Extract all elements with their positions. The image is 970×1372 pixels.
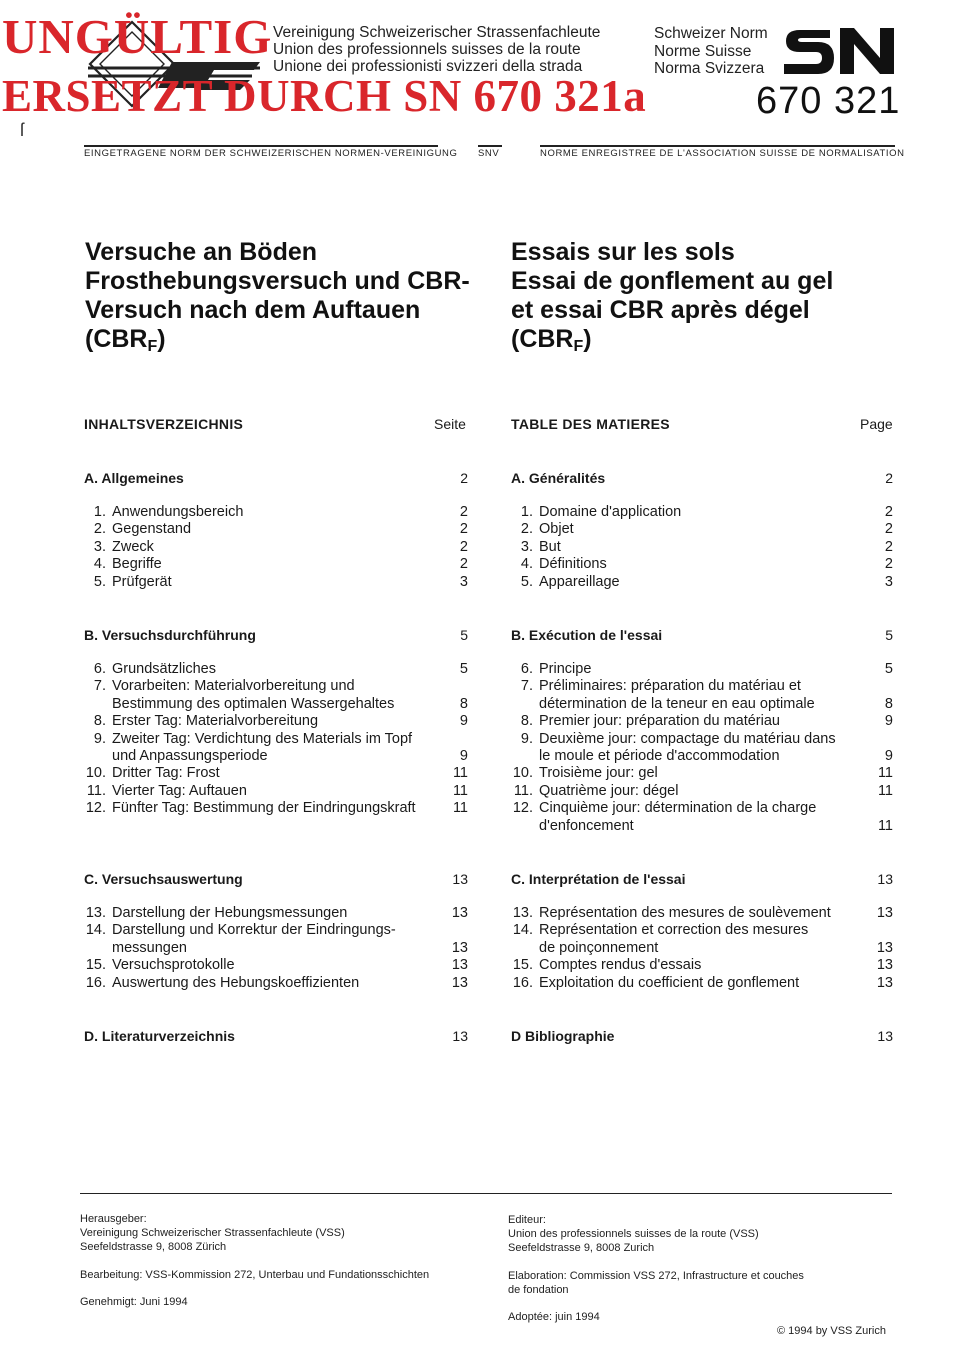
toc-item-label: messungen: [112, 939, 187, 956]
toc-item-page: 2: [459, 521, 468, 538]
toc-item-page: 8: [884, 695, 893, 712]
toc-item-page: 2: [884, 538, 893, 555]
editing-de: Bearbeitung: VSS-Kommission 272, Unterbau und Fundationsschichten: [80, 1269, 430, 1281]
publisher-name-de: Vereinigung Schweizerischer Strassenfachleute (VSS): [80, 1227, 345, 1239]
toc-item-label: But: [539, 538, 561, 555]
org-name-de: Vereinigung Schweizerischer Strassenfachleute: [273, 24, 601, 41]
toc-section-title: D. Literaturverzeichnis: [84, 1028, 235, 1044]
toc-item-number: 2.: [520, 521, 533, 538]
toc-item-label: Domaine d'application: [539, 504, 682, 520]
replaced-by-stamp: ERSETZT DURCH SN 670 321a: [2, 71, 647, 121]
toc-section-title: B. Exécution de l'essai: [511, 627, 663, 643]
norm-label-de: Schweizer Norm: [654, 25, 768, 42]
toc-item-number: 13.: [85, 905, 106, 921]
toc-item-label: Représentation des mesures de soulèvement: [539, 905, 831, 921]
toc-item-page: 11: [877, 765, 893, 782]
toc-item-label: Darstellung der Hebungsmessungen: [112, 905, 348, 921]
org-name-fr: Union des professionnels suisses de la route: [273, 41, 581, 58]
toc-item-page: 13: [876, 939, 893, 956]
toc-item-label: Troisième jour: gel: [539, 765, 658, 782]
toc-item-page: 13: [451, 939, 468, 956]
toc-item-label: Vorarbeiten: Materialvorbereitung und: [112, 678, 355, 695]
toc-item-number: 9.: [93, 730, 106, 747]
editing-fr-line: de fondation: [508, 1284, 569, 1296]
toc-item-label: Grundsätzliches: [112, 661, 216, 677]
toc-item-page: 13: [451, 957, 468, 974]
registration-abbr: SNV: [478, 148, 500, 159]
toc-item-number: 10.: [85, 765, 106, 782]
toc-item-label: Prüfgerät: [112, 573, 172, 590]
toc-item-number: 16.: [85, 974, 106, 991]
toc-item-number: 5.: [520, 573, 533, 590]
publisher-address-fr: Seefeldstrasse 9, 8008 Zurich: [508, 1242, 655, 1254]
toc-item-number: 11.: [513, 782, 533, 799]
toc-item-number: 3.: [520, 538, 533, 555]
toc-item-label: Auswertung des Hebungskoeffizienten: [112, 974, 360, 991]
toc-section-title: C. Versuchsauswertung: [84, 871, 243, 887]
publisher-address-de: Seefeldstrasse 9, 8008 Zürich: [80, 1241, 227, 1253]
divider: [540, 145, 895, 147]
toc-item-page: 2: [459, 556, 468, 573]
title-fr-line: Essais sur les sols: [511, 238, 735, 266]
toc-item-number: 6.: [93, 661, 106, 677]
toc-item-page: 11: [877, 817, 893, 834]
toc-heading-de: INHALTSVERZEICHNIS: [84, 416, 244, 432]
toc-item-label: Darstellung und Korrektur der Eindringungs-: [112, 922, 396, 939]
title-de-paren: ): [157, 325, 166, 353]
publisher-label-fr: Editeur:: [508, 1214, 546, 1226]
toc-item-page: 11: [452, 782, 468, 799]
norm-label-it: Norma Svizzera: [654, 60, 765, 77]
toc-item-label: Fünfter Tag: Bestimmung der Eindringungskraft: [112, 800, 416, 817]
toc-item-label: Exploitation du coefficient de gonflement: [539, 974, 800, 991]
toc-item-number: 16.: [512, 974, 533, 991]
registration-text-fr: NORME ENREGISTREE DE L'ASSOCIATION SUISSE DE NORMALISATION: [540, 148, 905, 159]
toc-item-number: 8.: [520, 713, 533, 730]
toc-item-page: 5: [459, 661, 468, 677]
toc-item-page: 9: [459, 713, 468, 730]
toc-item-label: Objet: [539, 521, 574, 538]
toc-section-page: 13: [877, 1028, 893, 1044]
toc-item-page: 2: [884, 504, 893, 520]
toc-item-number: 15.: [512, 957, 533, 974]
registration-text-de: EINGETRAGENE NORM DER SCHWEIZERISCHEN NORMEN-VEREINIGUNG: [84, 148, 458, 159]
toc-item-page: 13: [451, 905, 468, 921]
toc-section-page: 13: [877, 871, 893, 887]
toc-item-label: Cinquième jour: détermination de la charge: [539, 800, 817, 817]
toc-section-page: 2: [460, 470, 468, 486]
toc-item-label: Bestimmung des optimalen Wassergehaltes: [112, 695, 395, 712]
publisher-fr: [508, 1213, 759, 1255]
toc-item-label: Dritter Tag: Frost: [112, 765, 220, 782]
title-de-line: Versuche an Böden: [85, 238, 318, 266]
toc-item-page: 2: [459, 504, 468, 520]
toc-item-number: 11.: [86, 782, 106, 799]
toc-item-page: 5: [884, 661, 893, 677]
toc-section-title: A. Généralités: [511, 470, 606, 486]
toc-item-number: 7.: [93, 678, 106, 695]
toc-page-label-fr: Page: [860, 416, 893, 432]
publisher-name-fr: Union des professionnels suisses de la route (VSS): [508, 1228, 759, 1240]
toc-item-label: Gegenstand: [112, 521, 192, 538]
toc-item-page: 13: [876, 974, 893, 991]
toc-item-label: Principe: [539, 661, 592, 677]
toc-item-label: détermination de la teneur en eau optimale: [539, 695, 815, 712]
toc-item-number: 12.: [512, 800, 533, 817]
toc-item-number: 4.: [93, 556, 106, 573]
toc-section-title: D Bibliographie: [511, 1028, 615, 1044]
toc-item-label: Versuchsprotokolle: [112, 957, 235, 974]
toc-item-label: Zweck: [112, 538, 154, 555]
title-de-abbr: (CBR: [85, 325, 148, 353]
toc-item-number: 3.: [93, 538, 106, 555]
toc-item-number: 8.: [93, 713, 106, 730]
title-de: [85, 238, 485, 361]
org-name-it: Unione dei professionisti svizzeri della strada: [273, 58, 583, 75]
title-fr-subscript: F: [573, 338, 584, 355]
title-fr-line: et essai CBR après dégel: [511, 296, 810, 324]
toc-item-page: 9: [884, 748, 893, 764]
organization-names: [273, 24, 600, 75]
toc-item-label: de poinçonnement: [539, 939, 659, 956]
toc-section-page: 13: [452, 871, 468, 887]
norm-number: 670 321: [756, 80, 901, 122]
norm-type-labels: [654, 25, 768, 78]
title-fr-paren: ): [583, 325, 592, 353]
toc-section-page: 13: [452, 1028, 468, 1044]
toc-item-page: 11: [452, 765, 468, 782]
toc-section-title: C. Interprétation de l'essai: [511, 871, 686, 887]
toc-item-number: 1.: [93, 504, 106, 520]
toc-section-page: 5: [460, 627, 468, 643]
title-de-subscript: F: [147, 338, 158, 355]
toc-item-label: Anwendungsbereich: [112, 504, 244, 520]
toc-item-number: 2.: [93, 521, 106, 538]
toc-item-page: 9: [884, 713, 893, 730]
toc-item-label: Comptes rendus d'essais: [539, 957, 702, 974]
toc-item-number: 5.: [93, 573, 106, 590]
divider: [84, 145, 438, 147]
toc-item-page: 2: [459, 538, 468, 555]
toc-item-label: Appareillage: [539, 573, 620, 590]
toc-item-page: 3: [459, 573, 468, 590]
title-fr-line: Essai de gonflement au gel: [511, 267, 834, 295]
publisher-de: [80, 1212, 345, 1254]
invalid-stamp: UNGÜLTIG: [2, 9, 273, 64]
approved-de: Genehmigt: Juni 1994: [80, 1296, 188, 1308]
toc-item-number: 14.: [85, 922, 106, 939]
toc-item-label: Begriffe: [112, 556, 162, 573]
toc-section-title: B. Versuchsdurchführung: [84, 627, 256, 643]
norm-label-fr: Norme Suisse: [654, 42, 752, 60]
toc-section-page: 5: [885, 627, 893, 643]
toc-item-number: 10.: [512, 765, 533, 782]
title-fr-abbr: (CBR: [511, 325, 574, 353]
toc-item-label: Quatrième jour: dégel: [539, 782, 679, 799]
sn-logo: [782, 24, 896, 76]
publisher-label-de: Herausgeber:: [80, 1213, 147, 1225]
toc-item-label: Premier jour: préparation du matériau: [539, 713, 780, 730]
toc-item-label: Zweiter Tag: Verdichtung des Materials im Topf: [112, 730, 413, 747]
toc-item-number: 1.: [520, 504, 533, 520]
toc-item-page: 9: [459, 748, 468, 764]
title-fr: [511, 238, 911, 361]
toc-item-label: d'enfoncement: [539, 817, 634, 834]
toc-item-number: 13.: [512, 905, 533, 921]
toc-item-page: 2: [884, 556, 893, 573]
toc-item-label: Représentation et correction des mesures: [539, 922, 809, 939]
title-fr-line: [511, 325, 911, 361]
editing-fr-line: Elaboration: Commission VSS 272, Infrastructure et couches: [508, 1270, 804, 1282]
toc-item-label: Deuxième jour: compactage du matériau dans: [539, 730, 836, 747]
toc-item-label: Erster Tag: Materialvorbereitung: [112, 713, 319, 730]
toc-item-label: und Anpassungsperiode: [112, 748, 268, 764]
toc-item-number: 15.: [85, 957, 106, 974]
pen-mark: ſ: [20, 120, 24, 140]
title-de-line: [85, 325, 485, 361]
toc-item-label: Préliminaires: préparation du matériau et: [539, 678, 801, 695]
title-de-line: Frosthebungsversuch und CBR-: [85, 267, 470, 295]
toc-section-page: 2: [885, 470, 893, 486]
toc-section-title: A. Allgemeines: [84, 470, 184, 486]
footer-divider: [80, 1193, 892, 1194]
toc-item-page: 13: [451, 974, 468, 991]
copyright: © 1994 by VSS Zurich: [777, 1325, 886, 1337]
toc-item-page: 11: [452, 800, 468, 817]
toc-item-number: 12.: [85, 800, 106, 817]
title-de-line: Versuch nach dem Auftauen: [85, 296, 421, 324]
toc-item-label: Vierter Tag: Auftauen: [112, 782, 247, 799]
toc-item-label: le moule et période d'accommodation: [539, 748, 780, 764]
toc-item-number: 9.: [520, 730, 533, 747]
toc-item-number: 7.: [520, 678, 533, 695]
toc-page-label-de: Seite: [434, 416, 466, 432]
toc-item-page: 13: [876, 957, 893, 974]
toc-item-number: 6.: [520, 661, 533, 677]
toc-item-page: 11: [877, 782, 893, 799]
toc-item-number: 14.: [512, 922, 533, 939]
toc-item-page: 8: [459, 695, 468, 712]
toc-item-label: Définitions: [539, 556, 607, 573]
divider: [478, 145, 502, 147]
approved-fr: Adoptée: juin 1994: [508, 1311, 600, 1323]
toc-item-page: 2: [884, 521, 893, 538]
toc-item-number: 4.: [520, 556, 533, 573]
toc-heading-fr: TABLE DES MATIERES: [511, 416, 670, 432]
toc-item-page: 3: [884, 573, 893, 590]
toc-item-page: 13: [876, 905, 893, 921]
editing-fr: [508, 1269, 804, 1297]
